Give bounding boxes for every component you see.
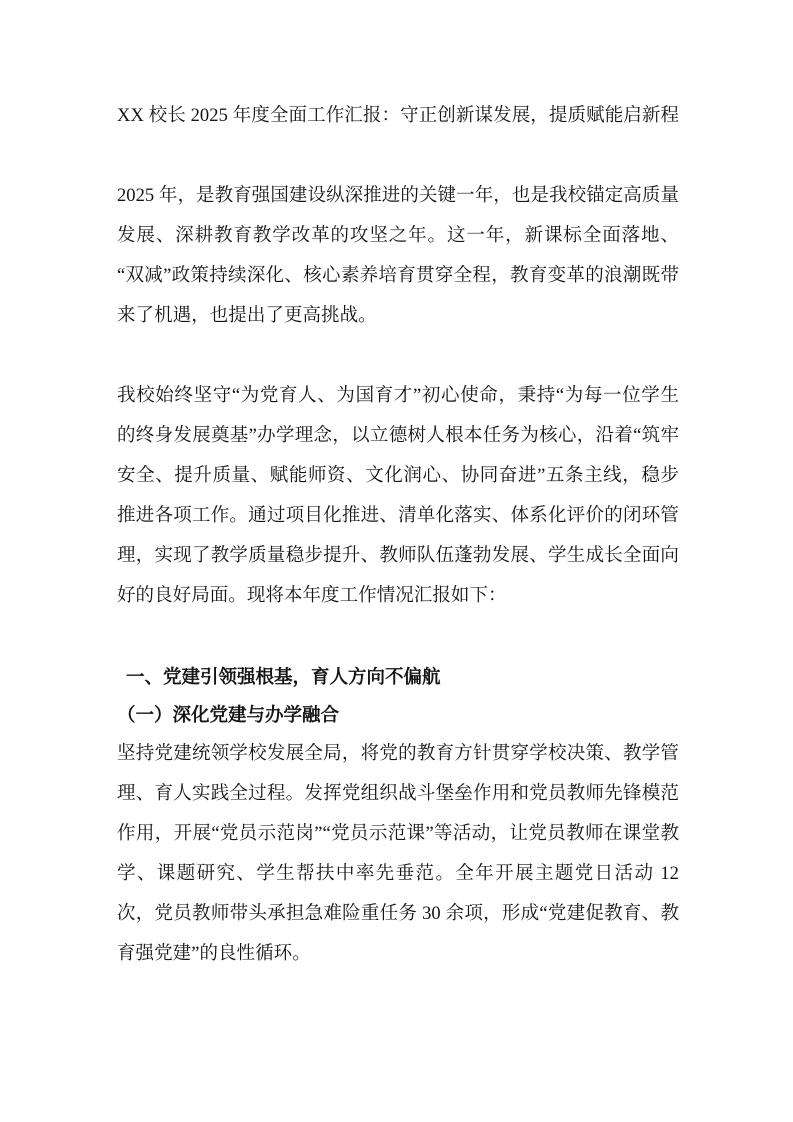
paragraph-section-one-body: 坚持党建统领学校发展全局，将党的教育方针贯穿学校决策、教学管理、育人实践全过程。发挥党组织战斗堡垒作用和党员教师先锋模范作用，开展“党员示范岗”“党员示范课”等活动，让党员教师在课堂教学、课题研究、学生帮扶中率先垂范。全年开展主题党日活动 12 次，党员教师带头承担急难险重任务 30 余项，形成“党建促教育、教育强党建”的良性循环。 bbox=[117, 744, 679, 964]
section-spacer bbox=[117, 616, 679, 660]
document-title: XX 校长 2025 年度全面工作汇报：守正创新谋发展，提质赋能启新程 bbox=[117, 106, 680, 126]
heading-section-one: 一、党建引领强根基，育人方向不偏航 bbox=[126, 668, 441, 688]
paragraph-mission: 我校始终坚守“为党育人、为国育才”初心使命，秉持“为每一位学生的终身发展奠基”办学理念，以立德树人根本任务为核心，沿着“筑牢安全、提升质量、赋能师资、文化润心、协同奋进”五条主线，稳步推进各项工作。通过项目化推进、清单化落实、体系化评价的闭环管理，实现了教学质量稳步提升、教师队伍蓬勃发展、学生成长全面向好的良好局面。现将本年度工作情况汇报如下： bbox=[117, 386, 679, 606]
heading-subsection-one-one: （一）深化党建与办学融合 bbox=[117, 706, 340, 726]
title-spacer bbox=[117, 136, 679, 176]
paragraph-intro: 2025 年，是教育强国建设纵深推进的关键一年，也是我校锚定高质量发展、深耕教育教学改革的攻坚之年。这一年，新课标全面落地、“双减”政策持续深化、核心素养培育贯穿全程，教育变革的浪潮既带来了机遇，也提出了更高挑战。 bbox=[117, 186, 679, 326]
document-content-area bbox=[117, 96, 679, 974]
paragraph-spacer-1 bbox=[117, 336, 679, 376]
